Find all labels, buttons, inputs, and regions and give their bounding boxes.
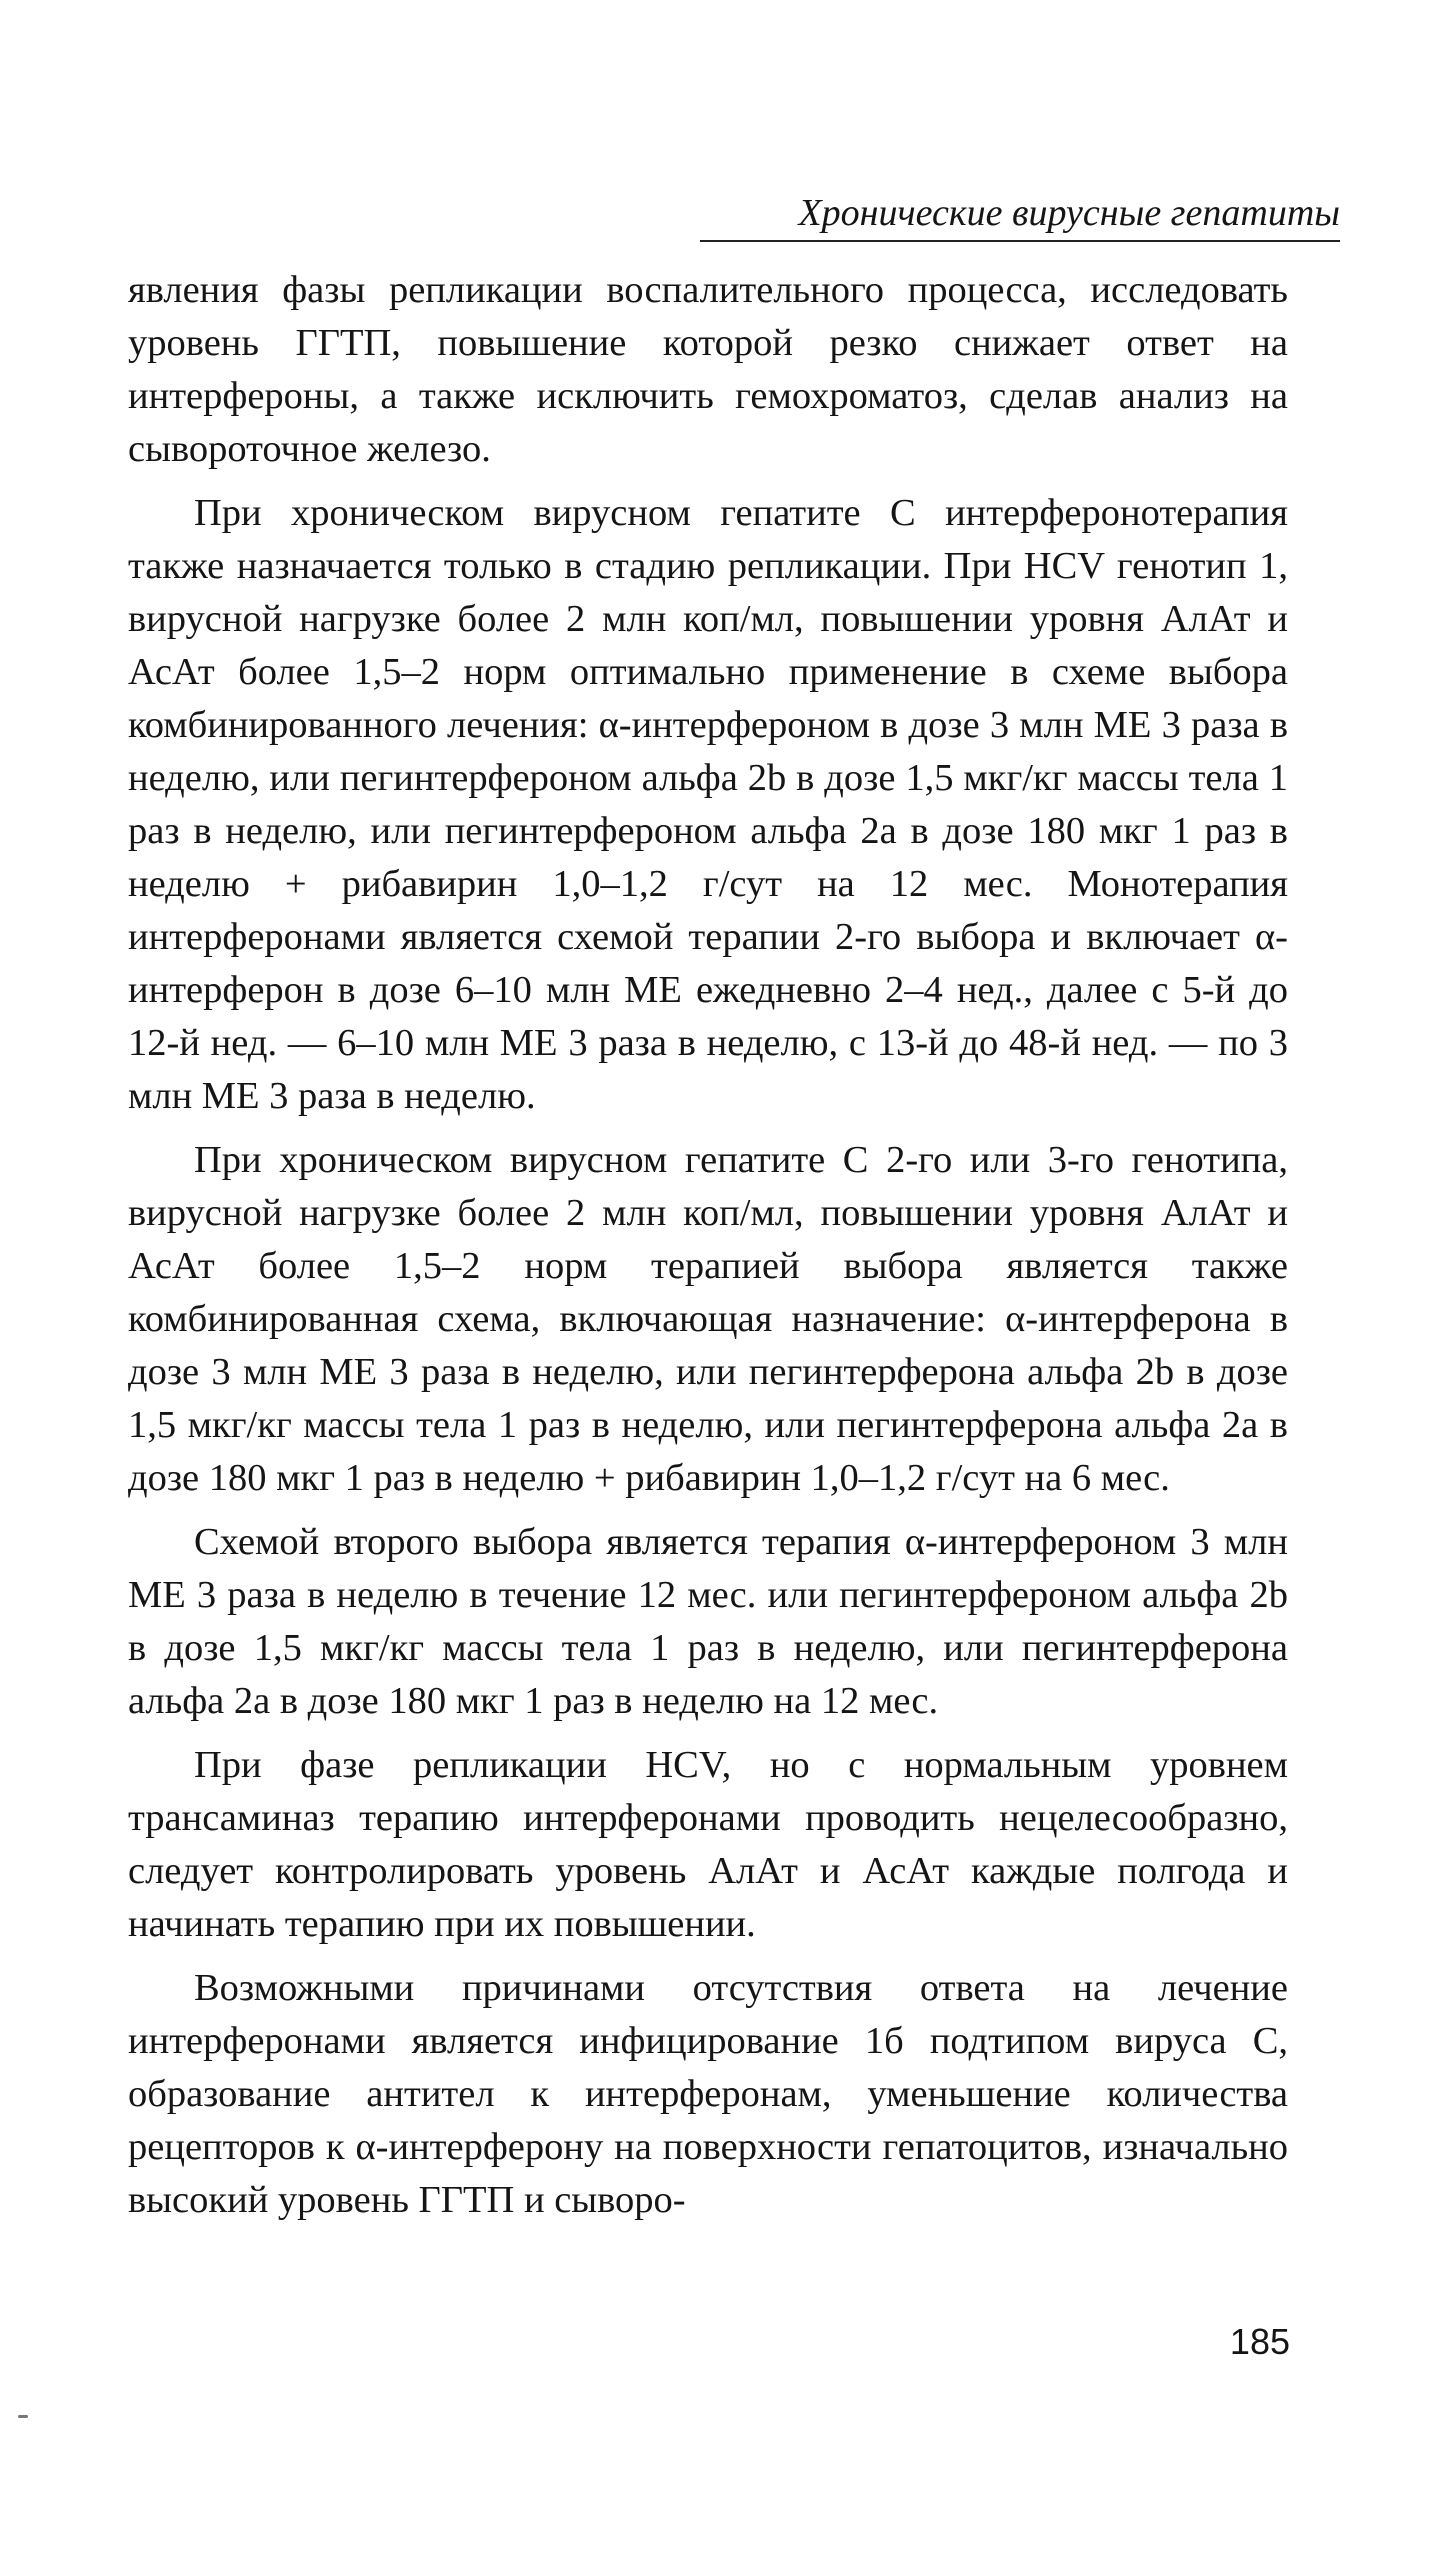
running-head: Хронические вирусные гепатиты	[700, 190, 1340, 242]
paragraph: При хроническом вирусном гепатите С интерферонотерапия также назначается только в стадию репликации. При HCV генотип 1, вирусной нагрузке более 2 млн коп/мл, повышении уровня АлАт и АсАт более 1,5–2 норм оптимально применение в схеме выбора комбинированного лечения: α-интерфероном в дозе 3 млн МЕ 3 раза в неделю, или пегинтерфероном альфа 2b в дозе 1,5 мкг/кг массы тела 1 раз в неделю, или пегинтерфероном альфа 2a в дозе 180 мкг 1 раз в неделю + рибавирин 1,0–1,2 г/сут на 12 мес. Монотерапия интерферонами является схемой терапии 2-го выбора и включает α-интерферон в дозе 6–10 млн МЕ ежедневно 2–4 нед., далее с 5-й до 12-й нед. — 6–10 млн МЕ 3 раза в неделю, с 13-й до 48-й нед. — по 3 млн МЕ 3 раза в неделю.	[128, 492, 1288, 1117]
paragraph: явления фазы репликации воспалительного процесса, исследовать уровень ГГТП, повышение которой резко снижает ответ на интерфероны, а также исключить гемохроматоз, сделав анализ на сывороточное железо.	[128, 269, 1288, 470]
scan-speck	[18, 2415, 28, 2418]
body-text	[128, 264, 1288, 2238]
page-number: 185	[1229, 2321, 1290, 2362]
paragraph: Схемой второго выбора является терапия α-интерфероном 3 млн МЕ 3 раза в неделю в течение 12 мес. или пегинтерфероном альфа 2b в дозе 1,5 мкг/кг массы тела 1 раз в неделю, или пегинтерферона альфа 2a в дозе 180 мкг 1 раз в неделю на 12 мес.	[128, 1521, 1288, 1722]
paragraph: При хроническом вирусном гепатите С 2-го или 3-го генотипа, вирусной нагрузке более 2 млн коп/мл, повышении уровня АлАт и АсАт более 1,5–2 норм терапией выбора является также комбинированная схема, включающая назначение: α-интерферона в дозе 3 млн МЕ 3 раза в неделю, или пегинтерферона альфа 2b в дозе 1,5 мкг/кг массы тела 1 раз в неделю, или пегинтерферона альфа 2a в дозе 180 мкг 1 раз в неделю + рибавирин 1,0–1,2 г/сут на 6 мес.	[128, 1139, 1288, 1499]
paragraph: Возможными причинами отсутствия ответа на лечение интерферонами является инфицирование 1б подтипом вируса С, образование антител к интерферонам, уменьшение количества рецепторов к α-интерферону на поверхности гепатоцитов, изначально высокий уровень ГГТП и сыворо-	[128, 1967, 1288, 2221]
paragraph: При фазе репликации HCV, но с нормальным уровнем трансаминаз терапию интерферонами проводить нецелесообразно, следует контролировать уровень АлАт и АсАт каждые полгода и начинать терапию при их повышении.	[128, 1744, 1288, 1945]
